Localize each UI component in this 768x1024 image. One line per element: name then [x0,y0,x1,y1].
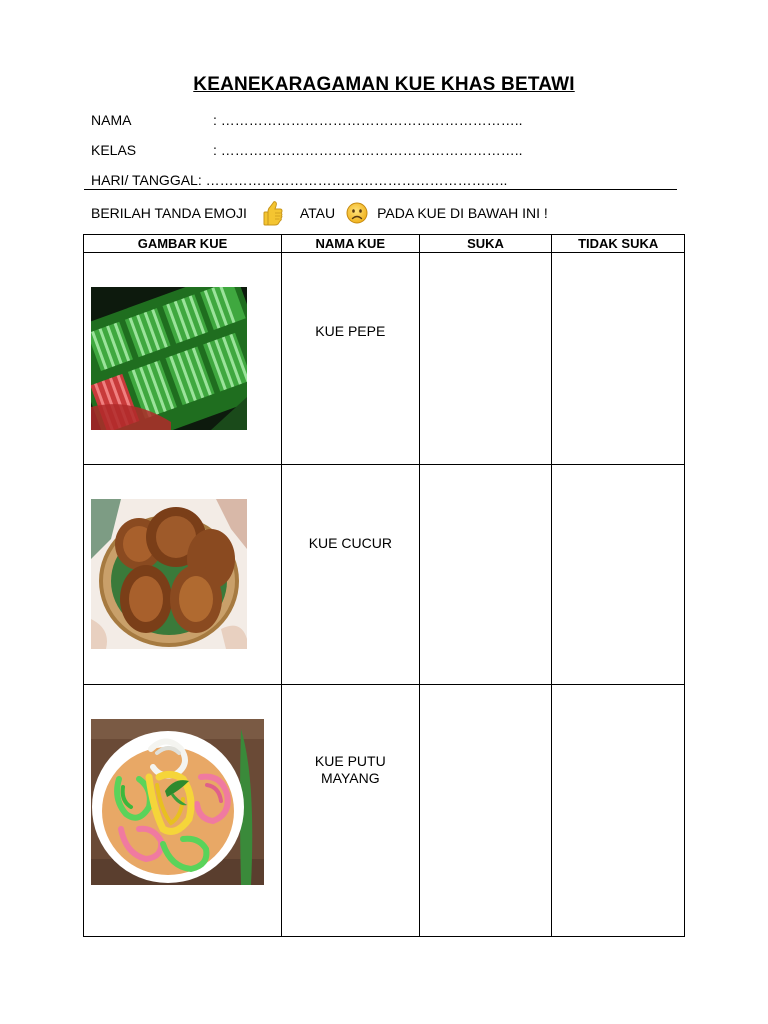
instruction-text-middle: ATAU [299,205,336,221]
cake-name-line1: KUE CUCUR [308,535,392,551]
cake-name-line2: MAYANG [321,770,380,786]
like-cell[interactable] [419,465,552,685]
date-label: HARI/ TANGGAL [91,172,198,188]
dislike-cell[interactable] [552,685,685,937]
kue-cucur-photo [91,499,247,649]
name-cell [281,253,419,465]
header-image: GAMBAR KUE [84,235,282,253]
class-blank: : ……………………………………………………….. [213,142,523,158]
header-like: SUKA [419,235,552,253]
table-header-row [84,235,685,253]
instruction-line [91,201,548,225]
header-name: NAMA KUE [281,235,419,253]
instruction-text-before: BERILAH TANDA EMOJI [91,205,247,221]
dislike-cell[interactable] [552,253,685,465]
like-cell[interactable] [419,253,552,465]
table-row [84,253,685,465]
header-dislike: TIDAK SUKA [552,235,685,253]
page-title: KEANEKARAGAMAN KUE KHAS BETAWI [193,74,575,95]
image-cell [84,685,282,937]
name-field [91,112,523,128]
name-label: NAMA [91,112,132,128]
image-cell [84,253,282,465]
cake-name-line1: KUE PUTU [314,753,386,769]
cake-name-line1: KUE PEPE [315,323,386,339]
table-row [84,465,685,685]
class-field [91,142,523,158]
kue-putu-mayang-photo [91,719,264,885]
kue-pepe-photo [91,287,247,430]
table-row [84,685,685,937]
sad-face-emoji-icon [346,202,368,224]
name-cell [281,465,419,685]
like-cell[interactable] [419,685,552,937]
date-blank: : ……………………………………………………….. [197,172,508,188]
cake-table [83,234,685,937]
date-field [91,172,507,188]
name-blank: : ……………………………………………………….. [213,112,523,128]
header-divider [84,189,677,190]
class-label: KELAS [91,142,137,158]
instruction-text-after: PADA KUE DI BAWAH INI ! [377,205,548,221]
image-cell [84,465,282,685]
dislike-cell[interactable] [552,465,685,685]
thumbs-up-emoji-icon [262,202,284,224]
name-cell [281,685,419,937]
